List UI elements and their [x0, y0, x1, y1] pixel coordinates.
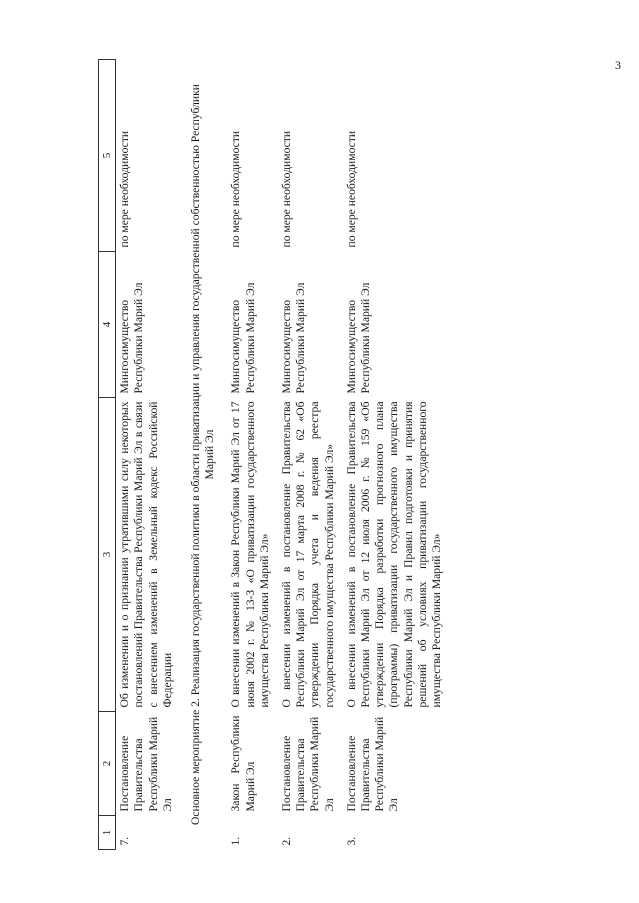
- act-title: О внесении изменений в постановление Правительства Республики Марий Эл от 12 июля 2006 г. № 159 «Об утверждении Порядка разработки прогнозного плана (программы) приватизации государственного имущества Республики Марий Эл и Правил подготовки и принятия решений об условиях приватизации государственного имущества Республики Марий Эл»: [344, 401, 444, 708]
- column-number-header-row: [99, 60, 116, 850]
- responsible-executor: Мингосимущество Республики Марий Эл: [118, 282, 146, 394]
- deadline: по мере необходимости: [229, 130, 243, 248]
- table-row: [116, 60, 181, 850]
- responsible-executor: Мингосимущество Республики Марий Эл: [344, 282, 373, 394]
- act-title: О внесении изменений в Закон Республики Марий Эл от 17 июня 2002 г. № 13-З «О приватизации государственного имущества Республики Марий Эл»: [229, 401, 271, 708]
- act-title: О внесении изменений в постановление Правительства Республики Марий Эл от 17 марта 2008 г. № 62 «Об утверждении Порядка учета и ведения реестра государственного имущества Республики Марий Эл»: [280, 401, 336, 708]
- act-type: Закон Республики Марий Эл: [229, 715, 257, 812]
- section-heading-row: [181, 60, 227, 850]
- row-number: 2.: [280, 836, 294, 846]
- header-cell-3: 3: [99, 398, 116, 712]
- deadline: по мере необходимости: [280, 130, 294, 248]
- act-title: Об изменении и о признании утратившими силу некоторых постановлений Правительства Республики Марий Эл в связи с внесением изменений в Земельный кодекс Российской Федерации: [118, 401, 174, 708]
- deadline: по мере необходимости: [118, 130, 132, 248]
- header-cell-5: 5: [99, 60, 116, 252]
- header-cell-4: 4: [99, 252, 116, 398]
- act-type: Постановление Правительства Республики Марий Эл: [344, 716, 401, 812]
- act-type: Постановление Правительства Республики Марий Эл: [280, 716, 336, 812]
- responsible-executor: Мингосимущество Республики Марий Эл: [229, 282, 257, 394]
- act-type: Постановление Правительства Республики Марий Эл: [118, 716, 174, 812]
- page-number: 3: [615, 58, 621, 72]
- row-number: 3.: [344, 836, 358, 846]
- section-title: Основное мероприятие 2. Реализация государственной политики в области приватизации и управления государственной собственностью Республики Марий Эл: [189, 84, 217, 825]
- header-cell-1: 1: [99, 816, 116, 850]
- rotated-landscape-page: [98, 60, 634, 850]
- responsible-executor: Мингосимущество Республики Марий Эл: [280, 282, 308, 394]
- table-row: [278, 60, 343, 850]
- table-row: [343, 60, 450, 850]
- header-cell-2: 2: [99, 712, 116, 816]
- deadline: по мере необходимости: [344, 130, 358, 248]
- row-number: 7.: [118, 836, 132, 846]
- legislation-plan-table: [98, 59, 450, 850]
- row-number: 1.: [229, 836, 243, 846]
- table-row: [227, 60, 278, 850]
